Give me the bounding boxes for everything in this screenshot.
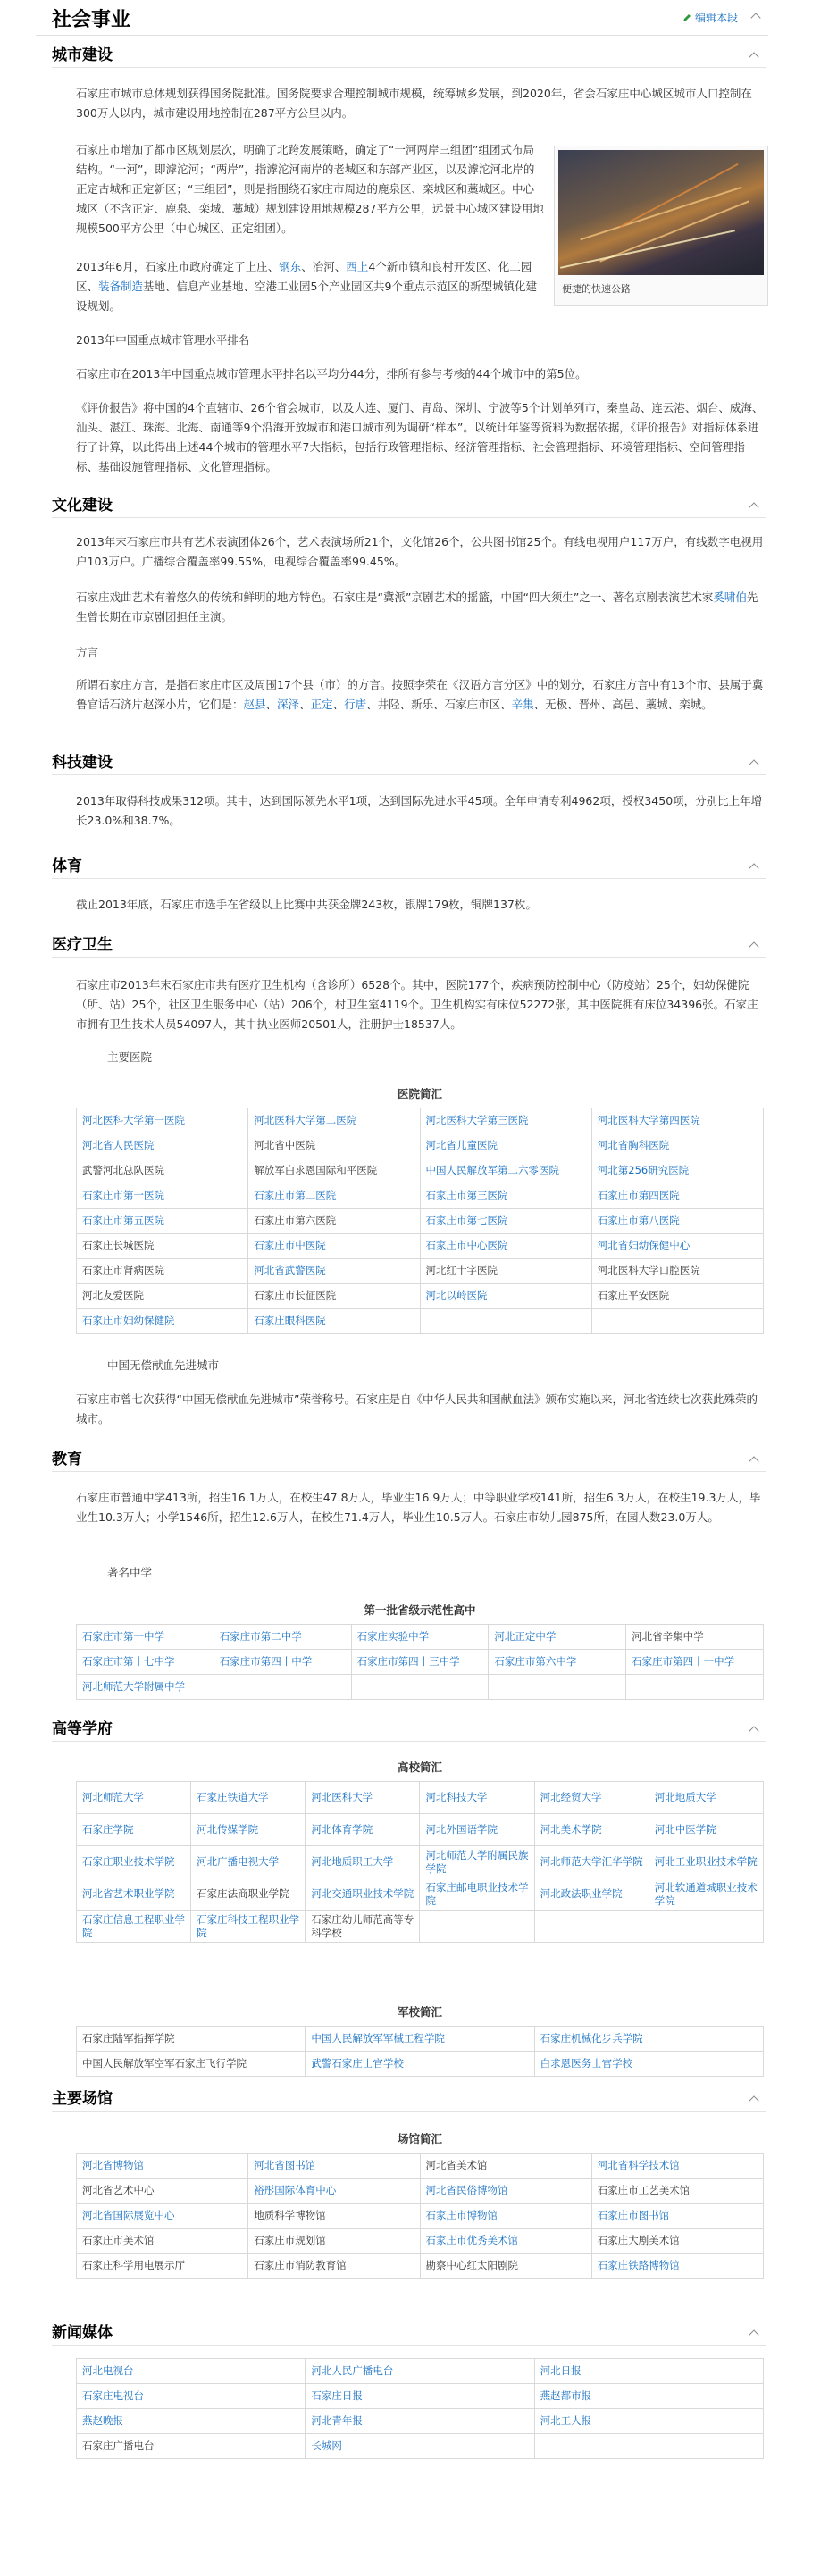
navbox-link[interactable]: 石家庄市博物馆 bbox=[420, 2204, 591, 2229]
link-xishang[interactable]: 西上 bbox=[346, 260, 369, 273]
subheading: 著名中学 bbox=[107, 1566, 153, 1579]
paragraph: 石家庄市在2013年中国重点城市管理水平排名以平均分44分，排所有参与考核的44个城市中的第5位。 bbox=[76, 367, 587, 381]
navbox-link[interactable]: 石家庄市中心医院 bbox=[420, 1234, 591, 1259]
link-xi-xiaobo[interactable]: 奚啸伯 bbox=[713, 590, 747, 604]
collapse-chevron-icon[interactable] bbox=[750, 11, 761, 21]
paragraph: 石家庄市2013年末石家庄市共有医疗卫生机构（含诊所）6528个。其中，医院177个，疾病预防控制中心（防疫站）25个，妇幼保健院（所、站）25个，社区卫生服务中心（站）206个，村卫生室4119个。卫生机构实有床位52272张，其中医院拥有床位34396张。石家庄市拥有卫生技术人员54097人，其中执业医师20501人，注册护士18537人。 bbox=[76, 978, 758, 1031]
navbox-link[interactable]: 石家庄职业技术学院 bbox=[77, 1846, 191, 1878]
navbox-text: 石家庄市消防教育馆 bbox=[248, 2254, 420, 2279]
navbox-row bbox=[77, 1284, 764, 1309]
navbox-table bbox=[76, 2358, 764, 2459]
navbox-link[interactable]: 河北广播电视大学 bbox=[191, 1846, 306, 1878]
navbox-link[interactable]: 石家庄市第八医院 bbox=[591, 1209, 763, 1234]
navbox-row bbox=[77, 1259, 764, 1284]
navbox-text: 石家庄市规划馆 bbox=[248, 2229, 420, 2254]
navbox-text: 中国人民解放军空军石家庄飞行学院 bbox=[77, 2052, 306, 2077]
navbox-link[interactable]: 石家庄机械化步兵学院 bbox=[534, 2027, 763, 2052]
edit-section-label: 编辑本段 bbox=[694, 12, 738, 24]
navbox-link[interactable]: 河北青年报 bbox=[306, 2409, 534, 2434]
navbox-row bbox=[77, 1878, 764, 1911]
navbox-military bbox=[76, 1999, 764, 2077]
navbox-link[interactable]: 河北省民俗博物馆 bbox=[420, 2179, 591, 2204]
link-county[interactable]: 行唐 bbox=[344, 697, 367, 711]
navbox-row bbox=[77, 1650, 764, 1675]
navbox-text: 地质科学博物馆 bbox=[248, 2204, 420, 2229]
navbox-link[interactable]: 河北工业职业技术学院 bbox=[649, 1846, 763, 1878]
link-gangdong[interactable]: 钢东 bbox=[279, 260, 302, 273]
navbox-text: 石家庄法商职业学院 bbox=[191, 1878, 306, 1911]
paragraph: 2013年取得科技成果312项。其中，达到国际领先水平1项，达到国际先进水平45项。全年申请专利4962项，授权3450项，分别比上年增长23.0%和38.7%。 bbox=[76, 794, 763, 827]
navbox-empty-cell bbox=[534, 1911, 649, 1943]
navbox-title: 场馆简汇 bbox=[397, 2132, 442, 2145]
navbox-text: 石家庄科学用电展示厅 bbox=[77, 2254, 248, 2279]
section-education bbox=[52, 1445, 766, 1472]
navbox-text: 石家庄广播电台 bbox=[77, 2434, 306, 2459]
section-health bbox=[52, 931, 766, 958]
navbox-text: 石家庄陆军指挥学院 bbox=[77, 2027, 306, 2052]
navbox-link[interactable]: 河北软通道城职业技术学院 bbox=[649, 1878, 763, 1911]
navbox-schools bbox=[76, 1597, 764, 1700]
navbox-media bbox=[76, 2358, 764, 2459]
navbox-link[interactable]: 石家庄市第七医院 bbox=[420, 1209, 591, 1234]
navbox-link[interactable]: 河北传媒学院 bbox=[191, 1814, 306, 1846]
navbox-text: 河北省美术馆 bbox=[420, 2154, 591, 2179]
navbox-link[interactable]: 武警石家庄士官学校 bbox=[306, 2052, 534, 2077]
navbox-link[interactable]: 河北以岭医院 bbox=[420, 1284, 591, 1309]
navbox-link[interactable]: 河北师范大学汇华学院 bbox=[534, 1846, 649, 1878]
navbox-link[interactable]: 河北中医学院 bbox=[649, 1814, 763, 1846]
navbox-row bbox=[77, 1625, 764, 1650]
navbox-table bbox=[76, 2026, 764, 2077]
navbox-empty-cell bbox=[534, 2434, 763, 2459]
navbox-link[interactable]: 燕赵都市报 bbox=[534, 2384, 763, 2409]
collapse-chevron-icon[interactable] bbox=[749, 500, 759, 511]
navbox-link[interactable]: 白求恩医务士官学校 bbox=[534, 2052, 763, 2077]
subheading: 中国无偿献血先进城市 bbox=[107, 1359, 220, 1372]
paragraph: 石家庄市曾七次获得“中国无偿献血先进城市”荣誉称号。石家庄是自《中华人民共和国献血法》颁布实施以来，河北省连续七次获此殊荣的城市。 bbox=[76, 1393, 758, 1426]
navbox-row bbox=[77, 1911, 764, 1943]
collapse-chevron-icon[interactable] bbox=[749, 50, 759, 61]
navbox-link[interactable]: 石家庄市第二中学 bbox=[214, 1625, 351, 1650]
navbox-text: 石家庄大剧美术馆 bbox=[591, 2229, 763, 2254]
navbox-empty-cell bbox=[351, 1675, 489, 1700]
section-science bbox=[52, 749, 766, 775]
navbox-link[interactable]: 石家庄市优秀美术馆 bbox=[420, 2229, 591, 2254]
navbox-row bbox=[77, 1234, 764, 1259]
navbox-link[interactable]: 石家庄市第一医院 bbox=[77, 1183, 248, 1209]
navbox-text: 河北红十字医院 bbox=[420, 1259, 591, 1284]
navbox-link[interactable]: 石家庄市第五医院 bbox=[77, 1209, 248, 1234]
navbox-row bbox=[77, 2384, 764, 2409]
pencil-icon bbox=[682, 13, 691, 22]
navbox-link[interactable]: 河北地质职工大学 bbox=[306, 1846, 420, 1878]
navbox-link[interactable]: 石家庄学院 bbox=[77, 1814, 191, 1846]
navbox-text: 河北省艺术中心 bbox=[77, 2179, 248, 2204]
figure-caption: 便捷的快速公路 bbox=[562, 283, 631, 295]
navbox-row bbox=[77, 1782, 764, 1814]
navbox-link[interactable]: 长城网 bbox=[306, 2434, 534, 2459]
link-county[interactable]: 正定 bbox=[310, 697, 333, 711]
navbox-link[interactable]: 河北省人民医院 bbox=[77, 1133, 248, 1158]
navbox-link[interactable]: 石家庄实验中学 bbox=[351, 1625, 489, 1650]
navbox-link[interactable]: 石家庄市第二医院 bbox=[248, 1183, 420, 1209]
section-header bbox=[36, 0, 768, 36]
navbox-row bbox=[77, 2154, 764, 2179]
navbox-link[interactable]: 石家庄眼科医院 bbox=[248, 1309, 420, 1334]
section-title: 新闻媒体 bbox=[52, 2324, 113, 2342]
paragraph: 石家庄市增加了都市区规划层次，明确了北跨发展策略，确定了“一河两岸三组团”组团式布局结构。“一河”，即滹沱河；“两岸”，指滹沱河南岸的老城区和东部产业区，以及滹沱河北岸的正定古城和正定新区；“三组团”，则是指围绕石家庄市周边的鹿泉区、栾城区和藁城区。中心城区（不含正定、鹿泉、栾城、藁城）规划建设用地规模287平方公里，远景中心城区建设用地规模500平方公里（中心城区、正定组团）。 bbox=[76, 143, 544, 235]
section-title: 高等学府 bbox=[52, 1720, 113, 1738]
section-urban bbox=[52, 41, 766, 68]
navbox-row bbox=[77, 2254, 764, 2279]
navbox-empty-cell bbox=[649, 1911, 763, 1943]
navbox-link[interactable]: 河北省艺术职业学院 bbox=[77, 1878, 191, 1911]
navbox-text: 河北省辛集中学 bbox=[626, 1625, 764, 1650]
collapse-chevron-icon[interactable] bbox=[749, 2328, 759, 2338]
navbox-link[interactable]: 石家庄市第十七中学 bbox=[77, 1650, 214, 1675]
navbox-link[interactable]: 河北省科学技术馆 bbox=[591, 2154, 763, 2179]
navbox-link[interactable]: 河北经贸大学 bbox=[534, 1782, 649, 1814]
paragraph: 石家庄市城市总体规划获得国务院批准。国务院要求合理控制城市规模，统筹城乡发展，到2020年，省会石家庄中心城区城市人口控制在300万人以内，城市建设用地控制在287平方公里以内。 bbox=[76, 87, 752, 120]
section-media bbox=[52, 2319, 766, 2346]
navbox-link[interactable]: 河北外国语学院 bbox=[420, 1814, 534, 1846]
navbox-table bbox=[76, 1108, 764, 1334]
navbox-link[interactable]: 石家庄铁道大学 bbox=[191, 1782, 306, 1814]
navbox-text: 石家庄平安医院 bbox=[591, 1284, 763, 1309]
navbox-link[interactable]: 河北政法职业学院 bbox=[534, 1878, 649, 1911]
navbox-link[interactable]: 河北交通职业技术学院 bbox=[306, 1878, 420, 1911]
text: 4个新市镇和良村开发区、化工园区、 bbox=[76, 260, 532, 293]
navbox-link[interactable]: 石家庄市第四十中学 bbox=[214, 1650, 351, 1675]
navbox-text: 武警河北总队医院 bbox=[77, 1158, 248, 1183]
navbox-row bbox=[77, 1183, 764, 1209]
navbox-link[interactable]: 石家庄市妇幼保健院 bbox=[77, 1309, 248, 1334]
navbox-empty-cell bbox=[489, 1675, 626, 1700]
highway-photo bbox=[558, 150, 764, 275]
navbox-empty-cell bbox=[420, 1911, 534, 1943]
navbox-link[interactable]: 石家庄市第一中学 bbox=[77, 1625, 214, 1650]
navbox-link[interactable]: 石家庄邮电职业技术学院 bbox=[420, 1878, 534, 1911]
paragraph bbox=[76, 588, 764, 627]
navbox-text: 石家庄市工艺美术馆 bbox=[591, 2179, 763, 2204]
link-county[interactable]: 辛集 bbox=[511, 697, 534, 711]
navbox-title: 高校简汇 bbox=[397, 1761, 442, 1774]
collapse-chevron-icon[interactable] bbox=[749, 940, 759, 950]
navbox-venues bbox=[76, 2126, 764, 2279]
section-culture bbox=[52, 491, 766, 518]
navbox-row bbox=[77, 2204, 764, 2229]
navbox-empty-cell bbox=[214, 1675, 351, 1700]
paragraph: 截止2013年底，石家庄市选手在省级以上比赛中共获金牌243枚，银牌179枚，铜牌137枚。 bbox=[76, 898, 537, 911]
navbox-text: 勘察中心红太阳剧院 bbox=[420, 2254, 591, 2279]
collapse-chevron-icon[interactable] bbox=[749, 1454, 759, 1465]
navbox-row bbox=[77, 2359, 764, 2384]
figure[interactable] bbox=[554, 146, 768, 306]
navbox-row bbox=[77, 2179, 764, 2204]
paragraph: 所谓石家庄方言，是指石家庄市区及周围17个县（市）的方言。按照李荣在《汉语方言分区》中的划分，石家庄方言中有13个市、县属于冀鲁官话石济片赵深小片，它们是：赵县、深泽、正定、行唐、井陉、新乐、石家庄市区、辛集、无极、晋州、高邑、藁城、栾城。 bbox=[76, 678, 764, 711]
navbox-link[interactable]: 石家庄日报 bbox=[306, 2384, 534, 2409]
navbox-text: 石家庄长城医院 bbox=[77, 1234, 248, 1259]
navbox-link[interactable]: 河北医科大学第四医院 bbox=[591, 1108, 763, 1133]
section-title: 体育 bbox=[52, 857, 82, 875]
navbox-text: 解放军白求恩国际和平医院 bbox=[248, 1158, 420, 1183]
navbox-link[interactable]: 河北体育学院 bbox=[306, 1814, 420, 1846]
link-county[interactable]: 赵县 bbox=[243, 697, 266, 711]
navbox-row bbox=[77, 1133, 764, 1158]
navbox-link[interactable]: 河北日报 bbox=[534, 2359, 763, 2384]
text: 、井陉、新乐、石家庄市区、 bbox=[366, 697, 512, 711]
navbox-link[interactable]: 河北师范大学 bbox=[77, 1782, 191, 1814]
navbox-link[interactable]: 中国人民解放军军械工程学院 bbox=[306, 2027, 534, 2052]
navbox-link[interactable]: 石家庄市第四十三中学 bbox=[351, 1650, 489, 1675]
link-county[interactable]: 深泽 bbox=[277, 697, 300, 711]
navbox-row bbox=[77, 2409, 764, 2434]
navbox-link[interactable]: 石家庄科技工程职业学院 bbox=[191, 1911, 306, 1943]
section-title: 文化建设 bbox=[52, 497, 113, 514]
navbox-link[interactable]: 中国人民解放军第二六零医院 bbox=[420, 1158, 591, 1183]
navbox-link[interactable]: 河北第256研究医院 bbox=[591, 1158, 763, 1183]
navbox-title: 军校简汇 bbox=[397, 2005, 442, 2019]
navbox-link[interactable]: 石家庄信息工程职业学院 bbox=[77, 1911, 191, 1943]
navbox-link[interactable]: 河北医科大学 bbox=[306, 1782, 420, 1814]
text: 所谓石家庄方言，是指石家庄市区及周围17个县（市）的方言。按照李荣在《汉语方言分区》中的划分，石家庄方言中有13个市、县属于冀鲁官话石济片赵深小片，它们是： bbox=[76, 678, 764, 711]
navbox-row bbox=[77, 1814, 764, 1846]
navbox-text: 河北医科大学口腔医院 bbox=[591, 1259, 763, 1284]
text: 石家庄戏曲艺术有着悠久的传统和鲜明的地方特色。石家庄是“冀派”京剧艺术的摇篮，中国“四大须生”之一、著名京剧表演艺术家 bbox=[76, 590, 714, 604]
subheading: 主要医院 bbox=[107, 1050, 153, 1064]
paragraph: 石家庄市普通中学413所，招生16.1万人，在校生47.8万人，毕业生16.9万人；中等职业学校141所，招生6.3万人，在校生19.3万人，毕业生10.3万人；小学1546所，招生12.6万人，在校生71.4万人，毕业生10.5万人。石家庄市幼儿园875所，在园人数23.0万人。 bbox=[76, 1491, 761, 1524]
text: 先生曾长期在市京剧团担任主演。 bbox=[76, 590, 758, 623]
navbox-link[interactable]: 河北人民广播电台 bbox=[306, 2359, 534, 2384]
navbox-link[interactable]: 河北师范大学附属中学 bbox=[77, 1675, 214, 1700]
navbox-link[interactable]: 河北省博物馆 bbox=[77, 2154, 248, 2179]
text: 2013年6月，石家庄市政府确定了上庄、 bbox=[76, 260, 280, 273]
navbox-row bbox=[77, 1209, 764, 1234]
navbox-link[interactable]: 石家庄市图书馆 bbox=[591, 2204, 763, 2229]
collapse-chevron-icon[interactable] bbox=[749, 861, 759, 872]
navbox-table bbox=[76, 1781, 764, 1943]
navbox-link[interactable]: 河北工人报 bbox=[534, 2409, 763, 2434]
navbox-link[interactable]: 河北省胸科医院 bbox=[591, 1133, 763, 1158]
paragraph: 《评价报告》将中国的4个直辖市、26个省会城市，以及大连、厦门、青岛、深圳、宁波等5个计划单列市，秦皇岛、连云港、烟台、威海、汕头、湛江、珠海、北海、南通等9个沿海开放城市和港口城市列为调研“样本”。以统计年鉴等资料为数据依据，《评价报告》对指标体系进行了计算，以此得出上述44个城市的管理水平7大指标，包括行政管理指标、经济管理指标、社会管理指标、环境管理指标、空间管理指标、基础设施管理指标、文化管理指标。 bbox=[76, 401, 764, 473]
section-title: 科技建设 bbox=[52, 754, 113, 772]
navbox-link[interactable]: 河北电视台 bbox=[77, 2359, 306, 2384]
paragraph: 2013年末石家庄市共有艺术表演团体26个，艺术表演场所21个，文化馆26个，公共图书馆25个。有线电视用户117万户，有线数字电视用户103万户。广播综合覆盖率99.55%，电视综合覆盖率99.45%。 bbox=[76, 535, 764, 568]
navbox-table bbox=[76, 1624, 764, 1700]
section-sports bbox=[52, 852, 766, 879]
navbox-link[interactable]: 石家庄市第六中学 bbox=[489, 1650, 626, 1675]
navbox-link[interactable]: 河北医科大学第三医院 bbox=[420, 1108, 591, 1133]
navbox-link[interactable]: 石家庄铁路博物馆 bbox=[591, 2254, 763, 2279]
navbox-link[interactable]: 石家庄市第三医院 bbox=[420, 1183, 591, 1209]
navbox-text: 河北省中医院 bbox=[248, 1133, 420, 1158]
section-title: 主要场馆 bbox=[52, 2090, 113, 2108]
navbox-text: 石家庄市长征医院 bbox=[248, 1284, 420, 1309]
navbox-row bbox=[77, 1309, 764, 1334]
navbox-row bbox=[77, 1675, 764, 1700]
section-title: 教育 bbox=[52, 1451, 82, 1468]
section-venues bbox=[52, 2085, 766, 2112]
navbox-row bbox=[77, 2052, 764, 2077]
navbox-link[interactable]: 河北省儿童医院 bbox=[420, 1133, 591, 1158]
navbox-link[interactable]: 河北省国际展览中心 bbox=[77, 2204, 248, 2229]
text: 、冶河、 bbox=[301, 260, 347, 273]
navbox-row bbox=[77, 1846, 764, 1878]
navbox-link[interactable]: 河北科技大学 bbox=[420, 1782, 534, 1814]
subheading: 2013年中国重点城市管理水平排名 bbox=[76, 333, 250, 347]
section-title: 城市建设 bbox=[52, 46, 113, 64]
edit-section-link[interactable] bbox=[682, 9, 738, 28]
navbox-empty-cell bbox=[626, 1675, 764, 1700]
navbox-colleges bbox=[76, 1754, 764, 1943]
navbox-link[interactable]: 河北省妇幼保健中心 bbox=[591, 1234, 763, 1259]
navbox-hospitals bbox=[76, 1081, 764, 1334]
navbox-row bbox=[77, 2027, 764, 2052]
navbox-text: 河北友爱医院 bbox=[77, 1284, 248, 1309]
navbox-link[interactable]: 石家庄电视台 bbox=[77, 2384, 306, 2409]
page-title: 社会事业 bbox=[52, 9, 131, 31]
navbox-row bbox=[77, 2434, 764, 2459]
navbox-row bbox=[77, 1108, 764, 1133]
navbox-link[interactable]: 河北地质大学 bbox=[649, 1782, 763, 1814]
navbox-title: 医院简汇 bbox=[397, 1087, 442, 1100]
navbox-link[interactable]: 燕赵晚报 bbox=[77, 2409, 306, 2434]
navbox-link[interactable]: 河北正定中学 bbox=[489, 1625, 626, 1650]
navbox-text: 石家庄市美术馆 bbox=[77, 2229, 248, 2254]
paragraph bbox=[76, 257, 545, 316]
navbox-link[interactable]: 河北医科大学第一医院 bbox=[77, 1108, 248, 1133]
navbox-link[interactable]: 石家庄市第四医院 bbox=[591, 1183, 763, 1209]
navbox-link[interactable]: 河北省图书馆 bbox=[248, 2154, 420, 2179]
navbox-link[interactable]: 河北医科大学第二医院 bbox=[248, 1108, 420, 1133]
navbox-row bbox=[77, 1158, 764, 1183]
collapse-chevron-icon[interactable] bbox=[749, 757, 759, 768]
text: 、无极、晋州、高邑、藁城、栾城。 bbox=[533, 697, 713, 711]
navbox-link[interactable]: 河北美术学院 bbox=[534, 1814, 649, 1846]
navbox-link[interactable]: 裕彤国际体育中心 bbox=[248, 2179, 420, 2204]
collapse-chevron-icon[interactable] bbox=[749, 2094, 759, 2104]
navbox-text: 石家庄市肾病医院 bbox=[77, 1259, 248, 1284]
navbox-title: 第一批省级示范性高中 bbox=[364, 1603, 476, 1617]
section-higher-education bbox=[52, 1715, 766, 1742]
navbox-text: 石家庄市第六医院 bbox=[248, 1209, 420, 1234]
navbox-link[interactable]: 河北师范大学附属民族学院 bbox=[420, 1846, 534, 1878]
navbox-link[interactable]: 石家庄市第四十一中学 bbox=[626, 1650, 764, 1675]
navbox-empty-cell bbox=[591, 1309, 763, 1334]
text: 基地、信息产业基地、空港工业园5个产业园区共9个重点示范区的新型城镇化建设规划。 bbox=[76, 279, 537, 313]
collapse-chevron-icon[interactable] bbox=[749, 1724, 759, 1735]
navbox-empty-cell bbox=[420, 1309, 591, 1334]
subheading: 方言 bbox=[76, 646, 99, 659]
link-equipment[interactable]: 装备制造 bbox=[98, 279, 144, 293]
navbox-table bbox=[76, 2153, 764, 2279]
navbox-row bbox=[77, 2229, 764, 2254]
section-title: 医疗卫生 bbox=[52, 936, 113, 954]
navbox-link[interactable]: 河北省武警医院 bbox=[248, 1259, 420, 1284]
navbox-link[interactable]: 石家庄市中医院 bbox=[248, 1234, 420, 1259]
navbox-text: 石家庄幼儿师范高等专科学校 bbox=[306, 1911, 420, 1943]
